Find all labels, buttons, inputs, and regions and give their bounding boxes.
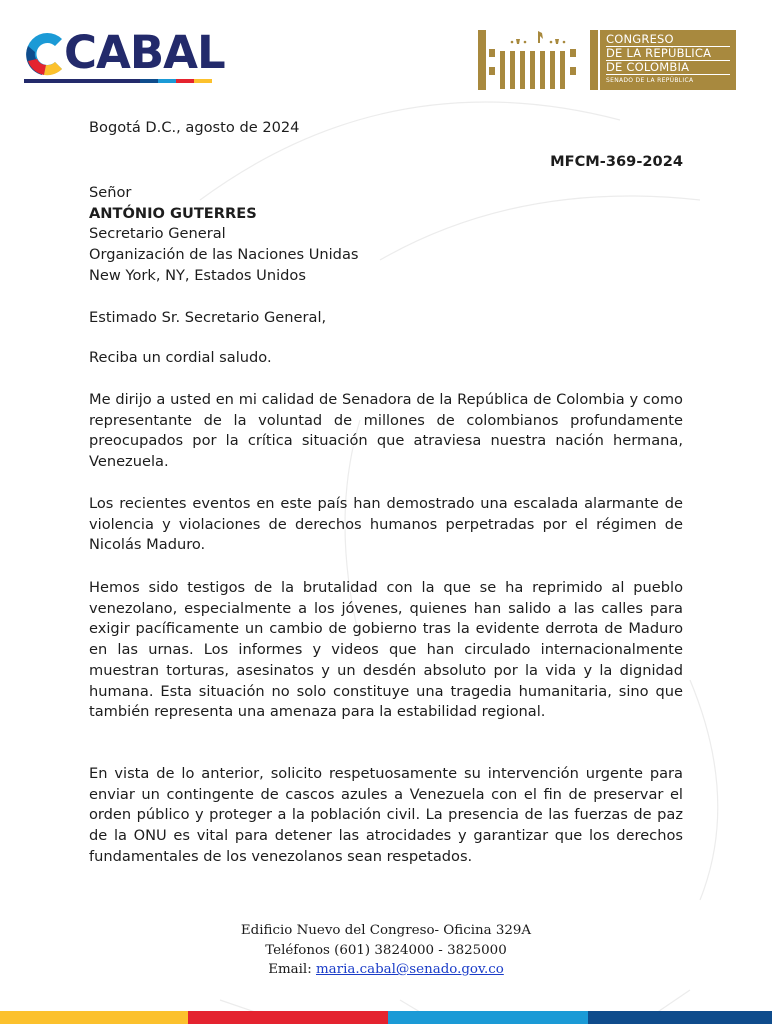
- congreso-logo-line2: DE LA REPÚBLICA: [606, 46, 712, 60]
- letter-greeting: Reciba un cordial saludo.: [89, 349, 272, 366]
- congreso-logo-subline: SENADO DE LA REPÚBLICA: [606, 77, 694, 84]
- recipient-title: Señor: [89, 184, 132, 201]
- recipient-block: [89, 183, 683, 287]
- letter-footer: [0, 921, 772, 980]
- recipient-name: ANTÓNIO GUTERRES: [89, 204, 257, 222]
- footer-address: Edificio Nuevo del Congreso- Oficina 329A: [240, 923, 532, 938]
- letter-paragraph: Hemos sido testigos de la brutalidad con la que se ha reprimido al pueblo venezolano, especialmente a los jóvenes, quienes han salido a las calles para exigir pacíficamente un cambio de gobierno tras la evidente derrota de Maduro en las urnas. Los informes y videos que han circulado internacionalmente muestran torturas, asesinatos y un desdén absoluto por la vida y la dignidad humana. Esta situación no solo constituye una tragedia humanitaria, sino que también representa una amenaza para la estabilidad regional.: [89, 579, 683, 721]
- letter-paragraph: Me dirijo a usted en mi calidad de Senadora de la República de Colombia y como representante de la voluntad de millones de colombianos profundamente preocupados por la crítica situación que atraviesa nuestra nación hermana, Venezuela.: [89, 391, 683, 471]
- letter-paragraph: En vista de lo anterior, solicito respetuosamente su intervención urgente para enviar un contingente de cascos azules a Venezuela con el fin de preservar el orden público y proteger a la población civil. La presencia de las fuerzas de paz de la ONU es vital para detener las atrocidades y garantizar que los derechos fundamentales de los venezolanos sean respetados.: [89, 765, 683, 865]
- letter-salutation: Estimado Sr. Secretario General,: [89, 309, 327, 326]
- letter-date: Bogotá D.C., agosto de 2024: [89, 119, 300, 136]
- recipient-organization: Organización de las Naciones Unidas: [89, 246, 359, 264]
- letter-reference-number: MFCM-369-2024: [550, 153, 683, 170]
- cabal-logo-underline: [24, 79, 212, 83]
- recipient-location: New York, NY, Estados Unidos: [89, 266, 306, 284]
- strip-light-blue: [388, 1011, 588, 1024]
- strip-dark-blue: [588, 1011, 772, 1024]
- cabal-logo: [22, 26, 225, 84]
- strip-yellow: [0, 1011, 188, 1024]
- footer-email-label: Email:: [268, 962, 316, 977]
- capitol-building-icon: [476, 27, 600, 91]
- cabal-c-mark-icon: [22, 31, 68, 77]
- bottom-color-strip: [0, 1011, 772, 1024]
- strip-red: [188, 1011, 388, 1024]
- congreso-logo-text-box: [600, 30, 736, 90]
- footer-email-link[interactable]: maria.cabal@senado.gov.co: [315, 962, 504, 977]
- cabal-logo-text: CABAL: [64, 26, 225, 79]
- recipient-position: Secretario General: [89, 225, 226, 243]
- congreso-logo: [476, 27, 738, 91]
- footer-phones: Teléfonos (601) 3824000 - 3825000: [265, 942, 507, 958]
- footer-email-line: [0, 960, 772, 980]
- congreso-logo-line3: DE COLOMBIA: [606, 60, 690, 74]
- letter-paragraph: Los recientes eventos en este país han demostrado una escalada alarmante de violencia y violaciones de derechos humanos perpetradas por el régimen de Nicolás Maduro.: [89, 495, 683, 554]
- congreso-logo-line1: CONGRESO: [606, 32, 674, 46]
- congreso-logo-rule: [606, 74, 730, 75]
